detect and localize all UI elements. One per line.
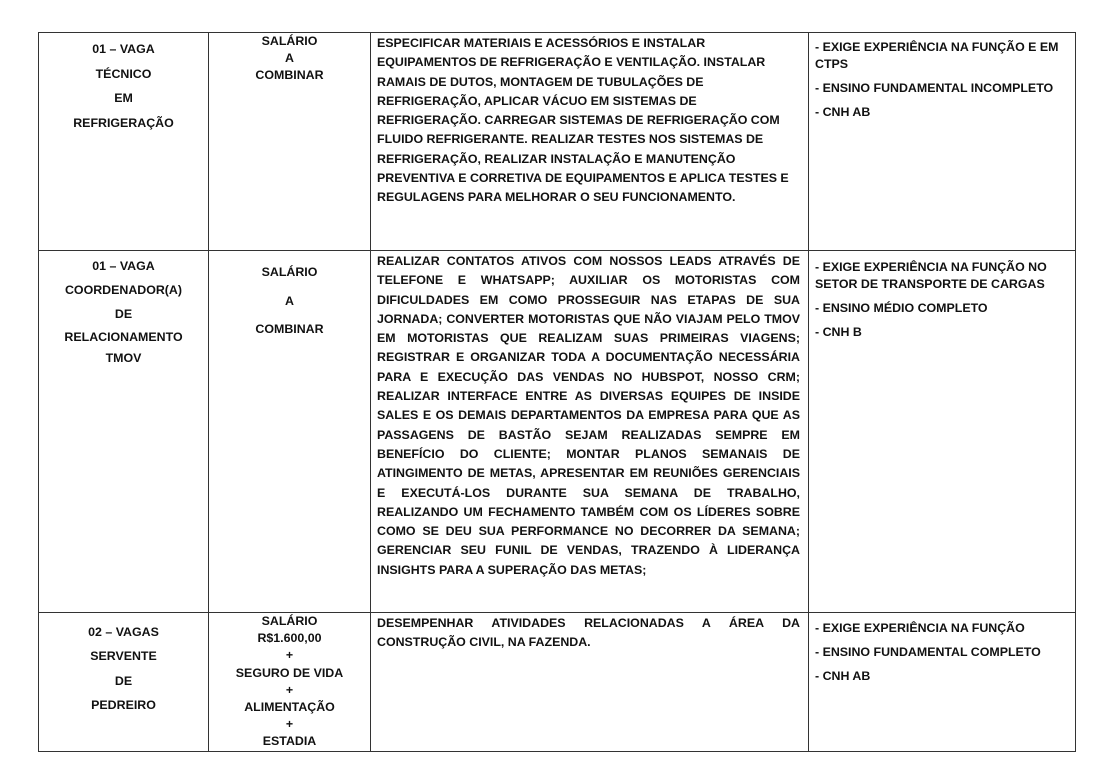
job-title-cell [39,613,209,752]
requirement-item: - CNH B [815,324,862,339]
requirements-cell [809,33,1076,251]
job-title-line: REFRIGERAÇÃO [73,116,174,131]
job-description-cell [371,33,809,251]
requirement-item: - EXIGE EXPERIÊNCIA NA FUNÇÃO NO SETOR DE TRANSPORTE DE CARGAS [815,260,1047,291]
salary-line: SALÁRIO [261,34,318,48]
job-description: DESEMPENHAR ATIVIDADES RELACIONADAS A ÁREA DA CONSTRUÇÃO CIVIL, NA FAZENDA. [377,616,800,650]
salary-line: + [285,717,294,732]
job-title-line: 02 – VAGAS [88,625,159,639]
salary-line: SEGURO DE VIDA [235,665,344,680]
salary-line: SALÁRIO [261,614,318,628]
job-title-line: 01 – VAGA [92,259,155,273]
job-title-line: SERVENTE [90,649,157,664]
requirement-item: - EXIGE EXPERIÊNCIA NA FUNÇÃO [815,621,1025,635]
salary-line: COMBINAR [255,322,324,336]
requirement-item: - EXIGE EXPERIÊNCIA NA FUNÇÃO E EM CTPS [815,40,1059,71]
table-row [39,251,1076,613]
job-openings-table [38,32,1076,752]
requirement-item: - ENSINO FUNDAMENTAL INCOMPLETO [815,80,1054,95]
job-title-line: 01 – VAGA [92,42,155,56]
requirement-item: - ENSINO MÉDIO COMPLETO [815,300,988,315]
job-description-cell [371,251,809,613]
job-title-cell [39,251,209,613]
requirements-cell [809,613,1076,752]
job-title-line: DE [114,306,133,321]
job-title-line: EM [114,91,133,106]
job-title-cell [39,33,209,251]
salary-line: R$1.600,00 [257,631,322,646]
job-title-line: TÉCNICO [95,66,152,81]
table-row [39,33,1076,251]
salary-line: COMBINAR [255,68,324,83]
requirements-cell [809,251,1076,613]
salary-line: SALÁRIO [261,265,318,279]
salary-line: A [285,293,294,308]
salary-cell [209,613,371,752]
requirement-item: - CNH AB [815,669,871,683]
job-title-line: TMOV [105,351,142,366]
job-title-line: RELACIONAMENTO [64,330,183,345]
salary-line: ESTADIA [262,734,317,749]
salary-cell [209,251,371,613]
job-title-line: PEDREIRO [91,698,156,713]
requirement-item: - CNH AB [815,104,871,119]
salary-line: + [285,682,294,697]
salary-line: + [285,648,294,663]
requirement-item: - ENSINO FUNDAMENTAL COMPLETO [815,645,1041,659]
job-title-line: DE [114,673,133,688]
salary-line: A [285,51,294,66]
job-description: REALIZAR CONTATOS ATIVOS COM NOSSOS LEADS ATRAVÉS DE TELEFONE E WHATSAPP; AUXILIAR OS MOTORISTAS COM DIFICULDADES EM COMO PROSSEGUIR NAS ETAPAS DE SUA JORNADA; CONVERTER MOTORISTAS QUE NÃO VIAJAM PELO TMOV EM MOTORISTAS QUE REALIZAM SUAS PRIMEIRAS VIAGENS; REGISTRAR E ORGANIZAR TODA A DOCUMENTAÇÃO NECESSÁRIA PARA E EXECUÇÃO DAS VENDAS NO HUBSPOT, NOSSO CRM; REALIZAR INTERFACE ENTRE AS DIVERSAS EQUIPES DE INSIDE SALES E OS DEMAIS DEPARTAMENTOS DA EMPRESA PARA QUE AS PASSAGENS DE BASTÃO SEJAM REALIZADAS SEMPRE EM BENEFÍCIO DO CLIENTE; MONTAR PLANOS SEMANAIS DE ATINGIMENTO DE METAS, APRESENTAR EM REUNIÕES GERENCIAIS E EXECUTÁ-LOS DURANTE SUA SEMANA DE TRABALHO, REALIZANDO UM FECHAMENTO TAMBÉM COM OS LÍDERES SOBRE COMO SE DEU SUA PERFORMANCE NO DECORRER DA SEMANA; GERENCIAR SEU FUNIL DE VENDAS, TRAZENDO À LIDERANÇA INSIGHTS PARA A SUPERAÇÃO DAS METAS; [377,254,800,577]
salary-cell [209,33,371,251]
table-row [39,613,1076,752]
job-description-cell [371,613,809,752]
job-description: ESPECIFICAR MATERIAIS E ACESSÓRIOS E INSTALAR EQUIPAMENTOS DE REFRIGERAÇÃO E VENTILAÇÃO. INSTALAR RAMAIS DE DUTOS, MONTAGEM DE TUBULAÇÕES DE REFRIGERAÇÃO, APLICAR VÁCUO EM SISTEMAS DE REFRIGERAÇÃO. CARREGAR SISTEMAS DE REFRIGERAÇÃO COM FLUIDO REFRIGERANTE. REALIZAR TESTES NOS SISTEMAS DE REFRIGERAÇÃO, REALIZAR INSTALAÇÃO E MANUTENÇÃO PREVENTIVA E CORRETIVA DE EQUIPAMENTOS E APLICA TESTES E REGULAGENS PARA MELHORAR O SEU FUNCIONAMENTO. [377,36,789,205]
job-title-line: COORDENADOR(A) [64,282,182,297]
salary-line: ALIMENTAÇÃO [244,700,335,715]
